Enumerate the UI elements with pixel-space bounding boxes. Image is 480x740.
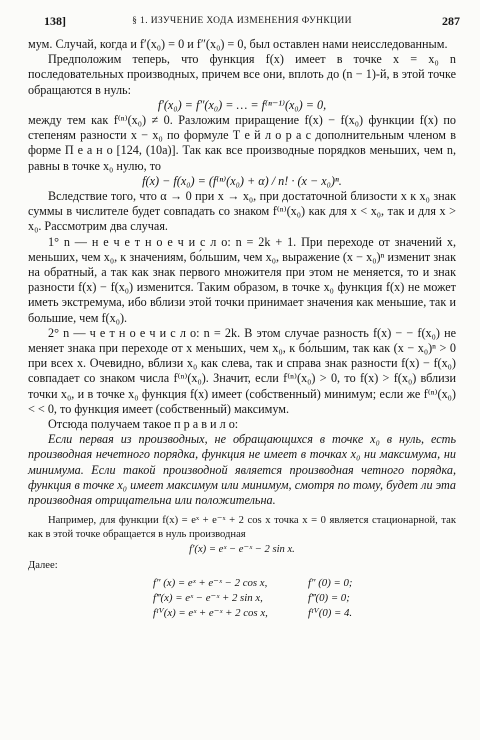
formula-taylor: f(x) − f(x₀) = (f⁽ⁿ⁾(x₀) + α) / n! · (x − x₀)ⁿ. <box>142 173 342 188</box>
derivative-table <box>28 576 456 621</box>
rule-intro: Отсюда получаем такое п р а в и л о: <box>48 417 239 432</box>
derivative-row: fᴵⱽ(x) = eˣ + e⁻ˣ + 2 cos x, fᴵⱽ(0) = 4. <box>153 606 353 619</box>
running-title: § 1. ИЗУЧЕНИЕ ХОДА ИЗМЕНЕНИЯ ФУНКЦИИ <box>132 16 352 26</box>
case-odd: 1° n — н е ч е т н о е ч и с л о: n = 2k + 1. При переходе от значений x, меньших, чем x₀, к значениям, бо́льшим, чем x₀, выражение (x − x₀)ⁿ изменит знак на обратный, а так как знак первого множителя при этом не меняется, то и знак разности f(x) − f(x₀) изменится. Таким образом, в точке x₀ функция f(x) не может иметь экстремума, ибо вблизи этой точки принимает значения как меньшие, так и большие, чем f(x₀). <box>28 234 456 325</box>
paragraph: Вследствие того, что α → 0 при x → x₀, при достаточной близости x к x₀ знак суммы в числителе будет совпадать со знаком f⁽ⁿ⁾(x₀) как для x < x₀, так и для x > x₀. Рассмотрим два случая. <box>28 189 456 234</box>
page-number: 287 <box>442 14 460 28</box>
case-even: 2° n — ч е т н о е ч и с л о: n = 2k. В этом случае разность f(x) − − f(x₀) не меняет знака при переходе от x меньших, чем x₀, к бо́льшим, так как (x − x₀)ⁿ > 0 при всех x. Очевидно, вблизи x₀ как слева, так и справа знак разности f(x) − f(x₀) совпадает со знаком числа f⁽ⁿ⁾(x₀). Значит, если f⁽ⁿ⁾(x₀) > 0, то f(x) > f(x₀) вблизи точки x₀, и в точке x₀ функция f(x) имеет (собственный) минимум; если же f⁽ⁿ⁾(x₀) < < 0, то функция имеет (собственный) максимум. <box>28 325 456 416</box>
example-paragraph: Например, для функции f(x) = eˣ + e⁻ˣ + 2 cos x точка x = 0 является стационарной, так как в этой точке обращается в нуль производная <box>28 515 456 540</box>
running-header <box>24 14 460 34</box>
formula-zero-derivatives: f′(x₀) = f″(x₀) = … = f⁽ⁿ⁻¹⁾(x₀) = 0, <box>157 97 327 112</box>
formula-first-derivative: f′(x) = eˣ − e⁻ˣ − 2 sin x. <box>189 544 295 556</box>
derivative-row: f″ (x) = eˣ + e⁻ˣ − 2 cos x, f″ (0) = 0; <box>153 576 353 589</box>
further-label: Далее: <box>28 559 58 571</box>
paragraph: Предположим теперь, что функция f(x) имеет в точке x = x₀ n последовательных производных, причем все они, вплоть до (n − 1)-й, в этой точке обращаются в нуль: <box>28 52 456 97</box>
rule-statement: Если первая из производных, не обращающихся в точке x₀ в нуль, есть производная нечетного порядка, функция не имеет в точках x₀ ни максимума, ни минимума. Если такой производной является производная четного порядка, функция в точке x₀ имеет максимум или минимум, смотря по тому, будет ли эта производная отрицательна или положительна. <box>28 432 456 508</box>
paragraph: между тем как f⁽ⁿ⁾(x₀) ≠ 0. Разложим приращение f(x) − f(x₀) функции f(x) по степеням разности x − x₀ по формуле Т е й л о р а с дополнительным членом в форме П е а н о [124, (10а)]. Так как все производные порядков меньших, чем n, равны в точке x₀ нулю, то <box>28 113 456 173</box>
section-number: 138] <box>44 14 66 28</box>
derivative-row: f‴(x) = eˣ − e⁻ˣ + 2 sin x, f‴(0) = 0; <box>153 591 350 604</box>
paragraph: мум. Случай, когда и f′(x₀) = 0 и f″(x₀) = 0, был оставлен нами неисследованным. <box>28 37 448 51</box>
page-body <box>28 37 456 621</box>
